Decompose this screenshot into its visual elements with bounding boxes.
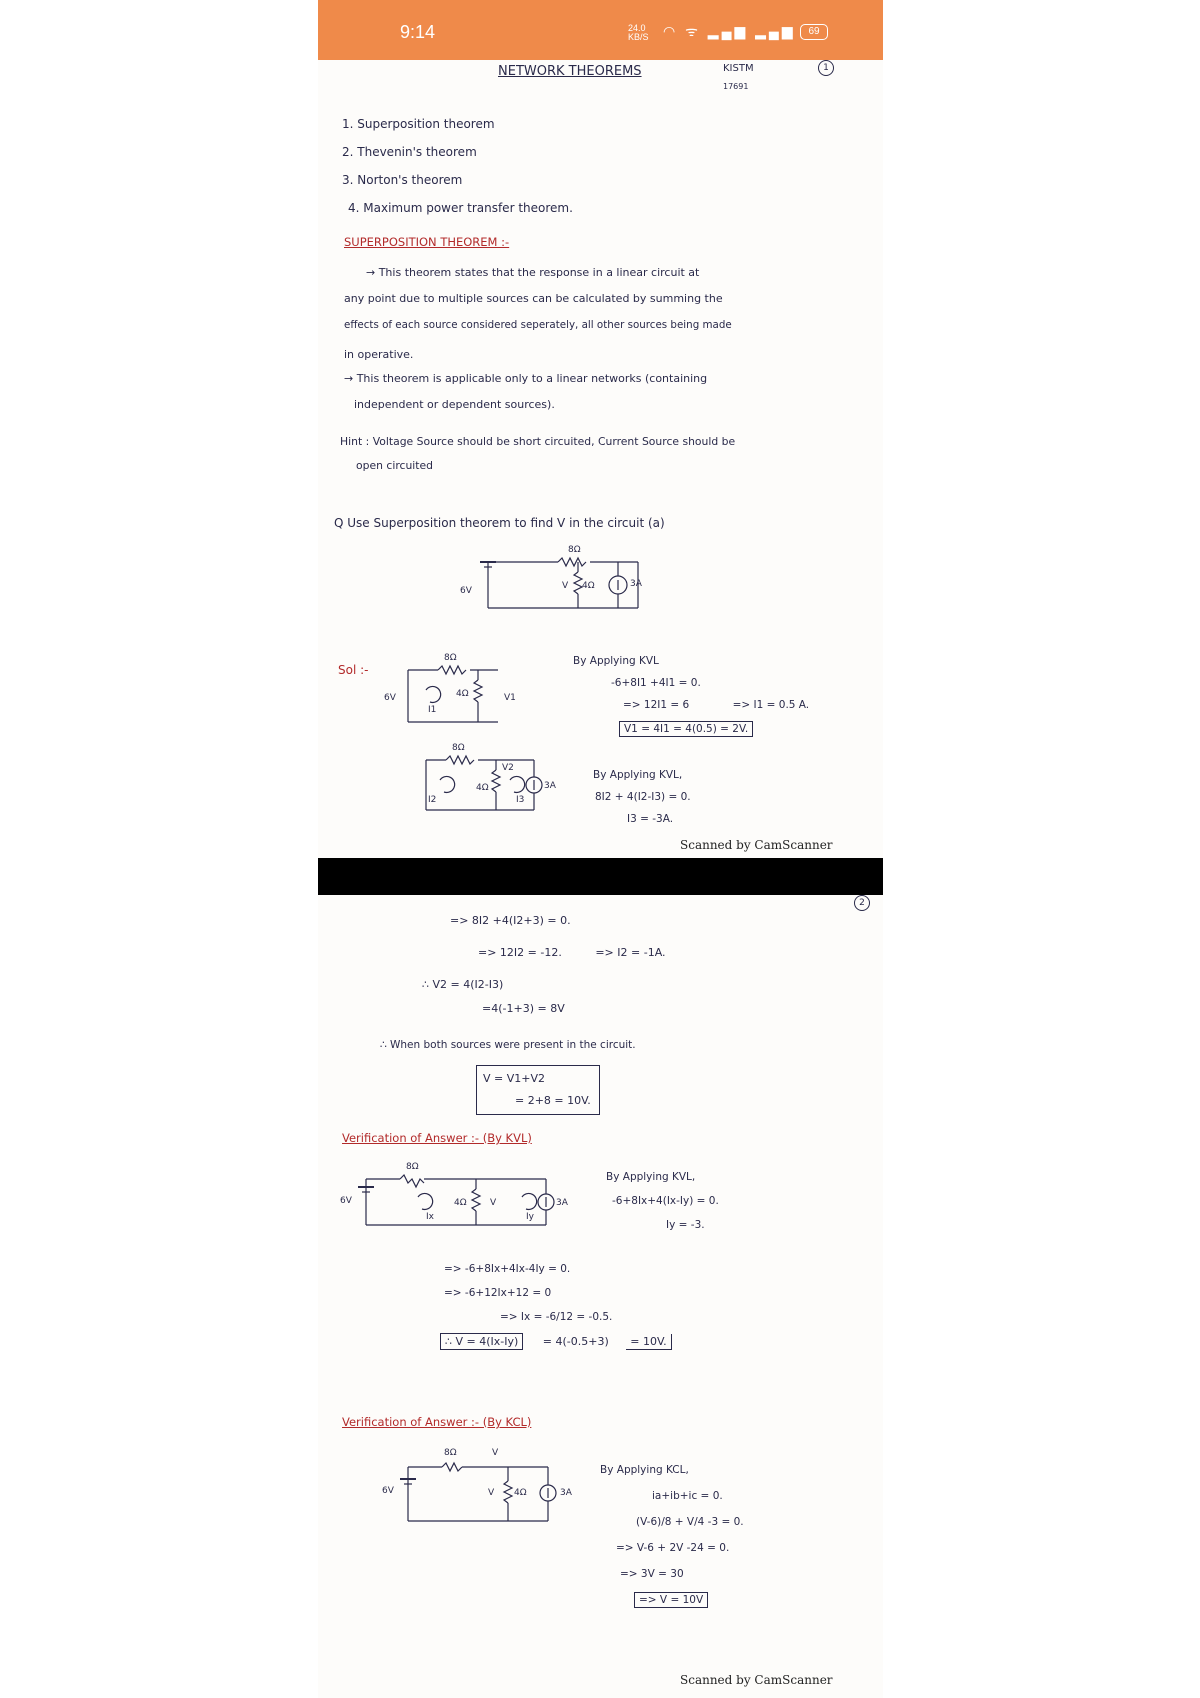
current-label-i3: I3 <box>516 795 525 805</box>
kcl-line: => V = 10V <box>634 1587 744 1613</box>
scanned-page-2[interactable] <box>318 895 883 1698</box>
kvl-solution-1 <box>573 650 809 740</box>
volte-icon: ᯤ <box>685 23 701 39</box>
circuit-a-diagram <box>460 538 688 618</box>
resistor-label-8ohm: 8Ω <box>444 1448 457 1458</box>
both-sources-note: ∴ When both sources were present in the circuit. <box>380 1039 636 1051</box>
source-label-6v: 6V <box>460 586 472 596</box>
list-item: 2. Thevenin's theorem <box>342 145 477 159</box>
current-label-i1: I1 <box>428 705 437 715</box>
resistor-label-8ohm: 8Ω <box>568 545 581 555</box>
paragraph-line: any point due to multiple sources can be calculated by summing the <box>344 292 723 305</box>
kvl-line: => 12I1 = 6 => I1 = 0.5 A. <box>623 699 810 711</box>
list-item: 1. Superposition theorem <box>342 117 495 131</box>
source-label-3a: 3A <box>560 1488 572 1498</box>
voltage-label-v: V <box>490 1198 497 1208</box>
hint <box>340 430 735 478</box>
paragraph-1 <box>344 260 732 368</box>
resistor-label-8ohm: 8Ω <box>406 1162 419 1172</box>
paragraph-line: → This theorem is applicable only to a linear networks (containing <box>344 372 708 385</box>
page-title: NETWORK THEOREMS <box>498 64 642 79</box>
paragraph-line: in operative. <box>344 348 414 361</box>
network-speed: 24.0 KB/S <box>628 23 649 42</box>
source-label-3a: 3A <box>630 579 642 589</box>
kcl-line: => 3V = 30 <box>620 1568 684 1580</box>
section-title: SUPERPOSITION THEOREM :- <box>344 235 510 249</box>
step-line: => Ix = -6/12 = -0.5. <box>500 1311 613 1323</box>
step-line: =4(-1+3) = 8V <box>482 1002 565 1015</box>
step-line: => 12I2 = -12. => I2 = -1A. <box>478 946 666 959</box>
source-label-3a: 3A <box>544 781 556 791</box>
paragraph-line: → This theorem states that the response in a linear circuit at <box>366 266 700 279</box>
signal-icons <box>663 22 796 41</box>
step-line: => -6+12Ix+12 = 0 <box>444 1287 552 1299</box>
kvl-line: -6+8I1 +4I1 = 0. <box>611 677 701 689</box>
voltage-label-v: V <box>562 581 569 591</box>
solution-label: Sol :- <box>338 663 369 677</box>
status-bar <box>318 0 883 60</box>
resistor-label-4ohm: 4Ω <box>582 581 595 591</box>
question: Q Use Superposition theorem to find V in the circuit (a) <box>334 516 665 530</box>
source-label-6v: 6V <box>382 1486 394 1496</box>
current-label-i2: I2 <box>428 795 437 805</box>
document-viewer <box>318 0 883 1698</box>
list-item: 3. Norton's theorem <box>342 173 463 187</box>
solution-steps-1 <box>422 905 666 1025</box>
page-number: 2 <box>854 895 870 911</box>
resistor-label-4ohm: 4Ω <box>476 783 489 793</box>
circuit-kvl-diagram <box>336 1157 576 1237</box>
source-label-6v: 6V <box>340 1196 352 1206</box>
kvl-solution-2 <box>593 764 691 830</box>
result-line: = 2+8 = 10V. <box>515 1094 591 1107</box>
scan-watermark: Scanned by CamScanner <box>680 838 833 852</box>
page-number: 1 <box>818 60 834 76</box>
corner-note-line1: KISTM <box>723 63 754 74</box>
verification-kvl-title: Verification of Answer :- (By KVL) <box>342 1131 532 1145</box>
kvl-line: By Applying KVL, <box>593 769 683 781</box>
corner-note <box>723 60 754 96</box>
hint-line: open circuited <box>356 459 434 472</box>
voltage-label-v2: V2 <box>502 763 514 773</box>
verification-kcl-title: Verification of Answer :- (By KCL) <box>342 1415 532 1429</box>
hint-line: Hint : Voltage Source should be short circuited, Current Source should be <box>340 435 736 448</box>
kvl-verification-steps <box>444 1257 612 1329</box>
step-line: ∴ V2 = 4(I2-I3) <box>422 978 504 991</box>
circuit-1-diagram <box>384 650 518 730</box>
current-label-iy: Iy <box>526 1212 534 1222</box>
source-label-3a: 3A <box>556 1198 568 1208</box>
resistor-label-8ohm: 8Ω <box>452 743 465 753</box>
circuit-2-diagram <box>406 740 556 820</box>
kvl-line: By Applying KVL, <box>606 1171 696 1183</box>
kcl-line: ia+ib+ic = 0. <box>652 1490 723 1502</box>
resistor-label-4ohm: 4Ω <box>456 689 469 699</box>
result-box <box>476 1065 600 1115</box>
result-line: V = V1+V2 <box>483 1072 545 1085</box>
kcl-line: (V-6)/8 + V/4 -3 = 0. <box>636 1516 744 1528</box>
kvl-line: 8I2 + 4(I2-I3) = 0. <box>595 791 691 803</box>
step-line: => 8I2 +4(I2+3) = 0. <box>450 914 571 927</box>
corner-note-line2: 17691 <box>723 82 749 91</box>
circuit-kcl-diagram <box>368 1443 588 1533</box>
paragraph-line: effects of each source considered seperately, all other sources being made <box>344 319 732 331</box>
status-time: 9:14 <box>400 22 436 42</box>
wifi-icon: ◠ <box>663 23 679 39</box>
current-label-ix: Ix <box>426 1212 434 1222</box>
kvl-line: I3 = -3A. <box>627 813 674 825</box>
resistor-label-8ohm: 8Ω <box>444 653 457 663</box>
signal-icon: ▂▄▆ <box>707 23 749 39</box>
resistor-label-4ohm: 4Ω <box>454 1198 467 1208</box>
node-label-v: V <box>492 1448 499 1458</box>
list-item: 4. Maximum power transfer theorem. <box>348 201 573 215</box>
kcl-line: => V-6 + 2V -24 = 0. <box>616 1542 730 1554</box>
theorem-list <box>342 110 573 222</box>
voltage-label-v: V <box>488 1488 495 1498</box>
kcl-verification <box>600 1457 744 1613</box>
source-label-6v: 6V <box>384 693 396 703</box>
scan-watermark: Scanned by CamScanner <box>680 1673 833 1687</box>
resistor-label-4ohm: 4Ω <box>514 1488 527 1498</box>
voltage-label-v1: V1 <box>504 693 516 703</box>
kcl-line: By Applying KCL, <box>600 1464 689 1476</box>
kvl-line: Iy = -3. <box>666 1219 705 1231</box>
kvl-verification-result: ∴ V = 4(Ix-Iy) = 4(-0.5+3) = 10V. <box>440 1335 672 1348</box>
kvl-line: -6+8Ix+4(Ix-Iy) = 0. <box>612 1195 719 1207</box>
signal-icon-2: ▂▄▆ <box>755 23 796 39</box>
kvl-verification <box>606 1165 719 1237</box>
kvl-line: By Applying KVL <box>573 655 659 667</box>
page-separator <box>318 858 883 895</box>
battery-icon: 69 <box>800 24 828 40</box>
scanned-page-1[interactable] <box>318 60 883 858</box>
kvl-result: V1 = 4I1 = 4(0.5) = 2V. <box>619 718 809 740</box>
paragraph-2 <box>344 366 707 418</box>
step-line: => -6+8Ix+4Ix-4Iy = 0. <box>444 1263 571 1275</box>
paragraph-line: independent or dependent sources). <box>354 398 555 411</box>
